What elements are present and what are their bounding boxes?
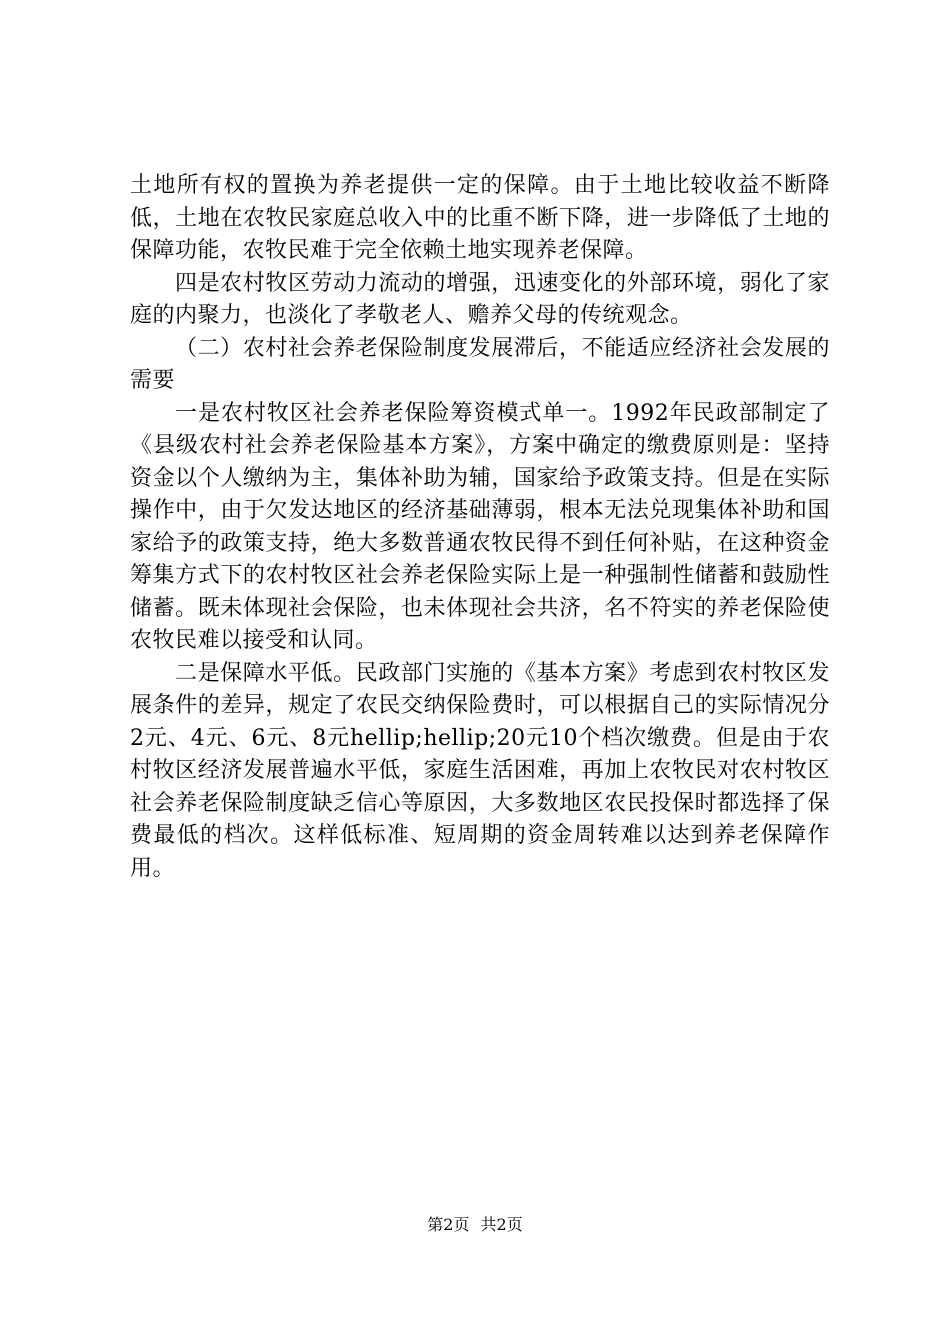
paragraph-point-one: 一是农村牧区社会养老保险筹资模式单一。1992年民政部制定了《县级农村社会养老保险基本方案》，方案中确定的缴费原则是：坚持资金以个人缴纳为主，集体补助为辅，国家给予政策支持。但是在实际操作中，由于欠发达地区的经济基础薄弱，根本无法兑现集体补助和国家给予的政策支持，绝大多数普通农牧民得不到任何补贴，在这种资金筹集方式下的农村牧区社会养老保险实际上是一种强制性储蓄和鼓励性储蓄。既未体现社会保险，也未体现社会共济，名不符实的养老保险使农牧民难以接受和认同。 <box>130 400 830 653</box>
page-total: 共2页 <box>480 1215 523 1234</box>
paragraph-point-two: 二是保障水平低。民政部门实施的《基本方案》考虑到农村牧区发展条件的差异，规定了农民交纳保险费时，可以根据自己的实际情况分2元、4元、6元、8元hellip;hellip;20元10个档次缴费。但是由于农村牧区经济发展普遍水平低，家庭生活困难，再加上农牧民对农村牧区社会养老保险制度缺乏信心等原因，大多数地区农民投保时都选择了保费最低的档次。这样低标准、短周期的资金周转难以达到养老保障作用。 <box>130 660 830 881</box>
document-body <box>130 170 830 885</box>
paragraph-continued: 土地所有权的置换为养老提供一定的保障。由于土地比较收益不断降低，土地在农牧民家庭总收入中的比重不断下降，进一步降低了土地的保障功能，农牧民难于完全依赖土地实现养老保障。 <box>130 173 830 263</box>
page-number: 第2页 <box>427 1215 470 1234</box>
paragraph-point-four: 四是农村牧区劳动力流动的增强，迅速变化的外部环境，弱化了家庭的内聚力，也淡化了孝敬老人、赡养父母的传统观念。 <box>130 270 830 328</box>
page-footer <box>0 1212 950 1235</box>
section-heading-two: （二）农村社会养老保险制度发展滞后，不能适应经济社会发展的需要 <box>130 335 830 393</box>
